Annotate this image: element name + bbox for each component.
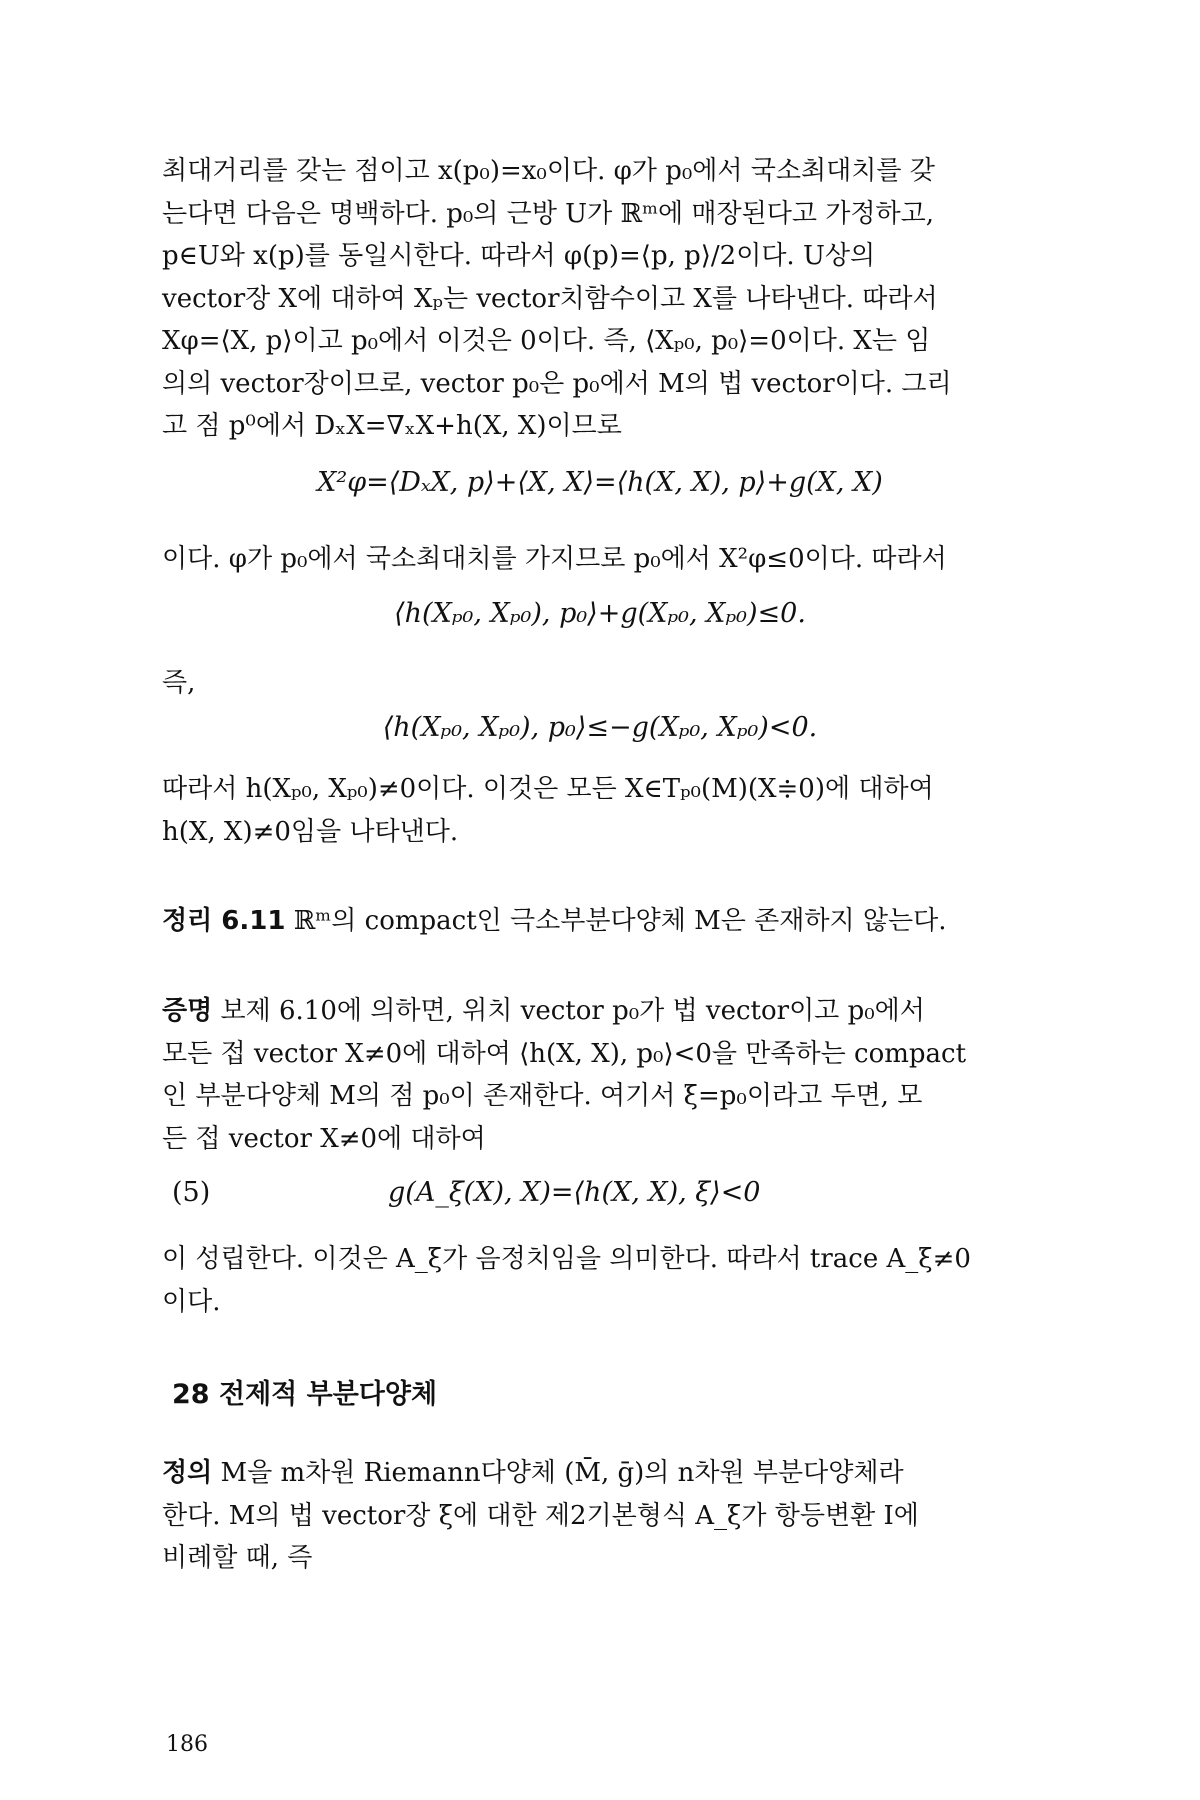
- definition-block: [162, 1452, 1038, 1580]
- equation-body: g(A_ξ(X), X)=⟨h(X, X), ξ⟩<0: [388, 1177, 761, 1208]
- section-number: 28: [172, 1379, 210, 1410]
- text-line: p∈U와 x(p)를 동일시한다. 따라서 φ(p)=⟨p, p⟩/2이다. U상의: [162, 241, 876, 271]
- section-heading: [172, 1372, 437, 1411]
- text-line: 즉,: [162, 668, 196, 698]
- text-line: 따라서 h(Xₚ₀, Xₚ₀)≠0이다. 이것은 모든 X∈Tₚ₀(M)(X≑0)에 대하여: [162, 774, 934, 804]
- paragraph-negative-definite: [162, 1238, 1038, 1323]
- section-title-text: 전제적 부분다양체: [218, 1379, 438, 1410]
- text-line: 비례할 때, 즉: [162, 1543, 313, 1573]
- text-line: M을 m차원 Riemann다양체 (M̄, ḡ)의 n차원 부분다양체라: [220, 1458, 904, 1488]
- paragraph-conclusion: [162, 768, 1038, 853]
- text-line: 한다. M의 법 vector장 ξ에 대한 제2기본형식 A_ξ가 항등변환 I에: [162, 1500, 919, 1531]
- proof-block: [162, 990, 1038, 1160]
- text-line: 고 점 p⁰에서 DₓX=∇ₓX+h(X, X)이므로: [162, 411, 622, 441]
- text-line: 최대거리를 갖는 점이고 x(p₀)=x₀이다. φ가 p₀에서 국소최대치를 갖: [162, 156, 935, 186]
- text-line: 인 부분다양체 M의 점 p₀이 존재한다. 여기서 ξ=p₀이라고 두면, 모: [162, 1081, 923, 1111]
- equation-inequality-2: ⟨h(Xₚ₀, Xₚ₀), p₀⟩≤−g(Xₚ₀, Xₚ₀)<0.: [382, 712, 818, 743]
- paragraph-local-max: [162, 538, 1038, 581]
- theorem-label: 정리 6.11: [162, 906, 286, 936]
- equation-second-derivative: X²φ=⟨DₓX, p⟩+⟨X, X⟩=⟨h(X, X), p⟩+g(X, X): [317, 467, 883, 498]
- paragraph-namely: [162, 662, 1038, 705]
- text-line: 보제 6.10에 의하면, 위치 vector p₀가 법 vector이고 p₀에서: [220, 996, 925, 1026]
- text-line: 이다.: [162, 1286, 221, 1317]
- paragraph-proof-continuation: [162, 150, 1038, 448]
- text-line: Xφ=⟨X, p⟩이고 p₀에서 이것은 0이다. 즉, ⟨Xₚ₀, p₀⟩=0이다. X는 임: [162, 326, 931, 356]
- text-line: 는다면 다음은 명백하다. p₀의 근방 U가 ℝᵐ에 매장된다고 가정하고,: [162, 198, 934, 229]
- definition-label: 정의: [162, 1458, 213, 1488]
- text-line: 모든 접 vector X≠0에 대하여 ⟨h(X, X), p₀⟩<0을 만족하는 compact: [162, 1038, 967, 1069]
- proof-label: 증명: [162, 996, 213, 1026]
- theorem-text: ℝᵐ의 compact인 극소부분다양체 M은 존재하지 않는다.: [293, 906, 947, 936]
- text-line: h(X, X)≠0임을 나타낸다.: [162, 816, 459, 847]
- equation-inequality-1: ⟨h(Xₚ₀, Xₚ₀), p₀⟩+g(Xₚ₀, Xₚ₀)≤0.: [394, 598, 806, 629]
- text-line: vector장 X에 대하여 Xₚ는 vector치함수이고 X를 나타낸다. 따라서: [162, 283, 938, 314]
- equation-number: (5): [172, 1177, 211, 1208]
- text-line: 이 성립한다. 이것은 A_ξ가 음정치임을 의미한다. 따라서 trace A_ξ≠0: [162, 1244, 971, 1274]
- text-line: 이다. φ가 p₀에서 국소최대치를 가지므로 p₀에서 X²φ≤0이다. 따라서: [162, 544, 947, 574]
- text-line: 든 접 vector X≠0에 대하여: [162, 1123, 486, 1154]
- page-number: 186: [166, 1732, 208, 1757]
- theorem-6-11: [162, 900, 1038, 943]
- text-line: 의의 vector장이므로, vector p₀은 p₀에서 M의 법 vector이다. 그리: [162, 368, 952, 399]
